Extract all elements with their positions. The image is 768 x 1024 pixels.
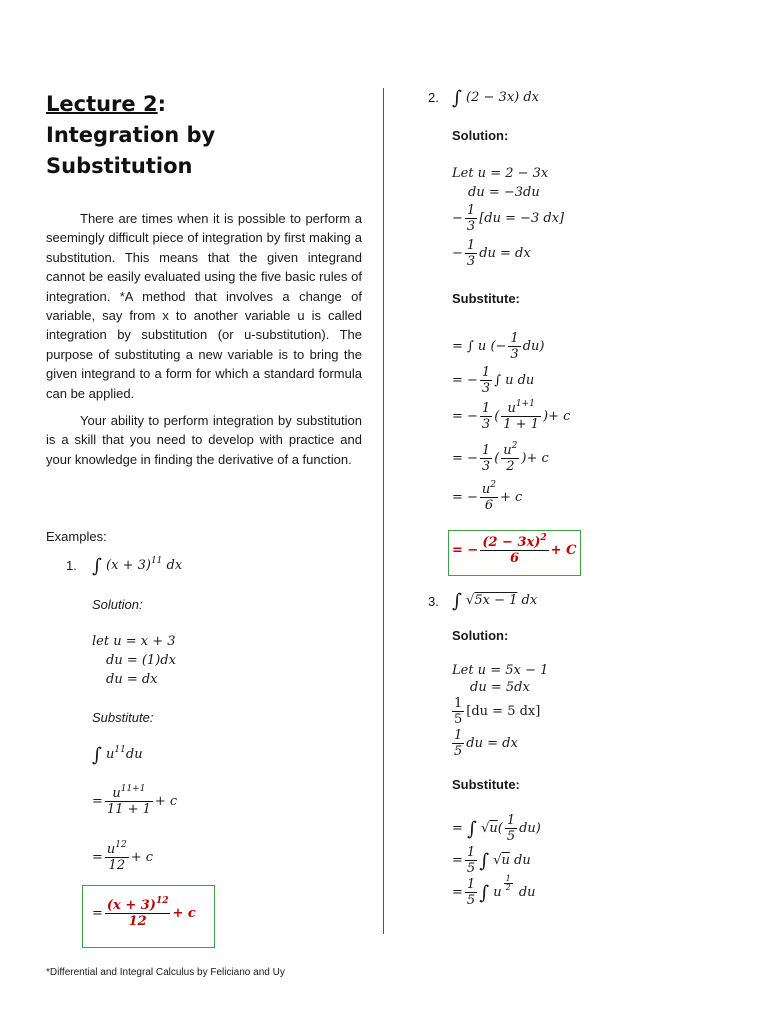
example-3-line-3: = $\frac{1}{5}$ ∫ u $\frac{1}{2}$ du <box>452 874 536 908</box>
column-divider <box>383 88 384 934</box>
example-3-number: 3. <box>428 594 439 609</box>
example-2-line-1: = ∫ u (− $\frac{1}{3}$ du) <box>452 331 545 362</box>
intro-paragraph-2: Your ability to perform integration by substitution is a skill that you need to develop with practice and your knowledge in finding the derivative of a function. <box>46 413 362 467</box>
examples-heading: Examples: <box>46 529 107 544</box>
example-2-line-4: = − $\frac{1}{3}$ ( $\frac{u^2}{2}$ )+ c <box>452 441 549 474</box>
example-3-du: du = 5dx <box>470 680 530 695</box>
example-2-line-2: = − $\frac{1}{3}$ ∫ u du <box>452 365 535 396</box>
example-1-step-3: = $\frac{u^{12}}{12}$ + c <box>92 840 154 873</box>
lecture-number: Lecture 2 <box>46 92 158 116</box>
example-1-answer: = $\frac{(x + 3)^{12}}{12}$ + c <box>92 896 196 929</box>
example-1-integral: ∫ $(x + 3)^{11}$ dx <box>92 555 183 577</box>
example-1-number: 1. <box>66 558 77 573</box>
example-2-solution-label: Solution: <box>452 128 509 143</box>
footnote: *Differential and Integral Calculus by Feliciano and Uy <box>46 967 285 978</box>
example-2-let: Let u = 2 − 3x <box>452 166 549 181</box>
example-1-solution-label: Solution: <box>92 597 143 612</box>
title-line-2: Integration by <box>46 123 216 147</box>
example-2-answer: = − $\frac{(2 - 3x)^2}{6}$ + C <box>452 533 577 566</box>
example-2-line-3: = − $\frac{1}{3}$ ( $\frac{u^{1+1}}{1 + 1}$ )+ c <box>452 399 571 432</box>
example-3-let: Let u = 5x − 1 <box>452 663 549 678</box>
example-2-dx: − $\frac{1}{3}$ du = dx <box>452 238 531 269</box>
title-line-3: Substitution <box>46 154 193 178</box>
example-1-du-2: du = dx <box>106 672 158 687</box>
example-2-line-5: = − $\frac{u^2}{6}$ + c <box>452 480 523 513</box>
example-1-let: let u = x + 3 <box>92 634 176 649</box>
example-3-substitute-label: Substitute: <box>452 777 520 792</box>
example-3-line-1: = ∫ √u( $\frac{1}{5}$ du) <box>452 813 541 844</box>
example-1-step-1: ∫ $u^{11}du$ <box>92 744 143 766</box>
example-3-dx: $\frac{1}{5}$ du = dx <box>454 728 518 759</box>
example-3-integral: ∫ √5x − 1 dx <box>452 590 538 612</box>
example-1-substitute-label: Substitute: <box>92 710 154 725</box>
example-2-multiply: − $\frac{1}{3}$ [du = −3 dx] <box>452 203 565 234</box>
lecture-title: Lecture 2: <box>46 92 166 116</box>
intro-paragraph-1: There are times when it is possible to perform a seemingly difficult piece of integration by first making a substitution. This means that the given integrand cannot be easily evaluated using the five basic rules of integration. *A method that involves a change of variable, say from x to another variable u is called integration by substitution (or u-substitution). The purpose of substituting a new variable is to bring the given integrand to a form for which a standard formula can be applied. <box>46 211 362 401</box>
example-3-line-2: = $\frac{1}{5}$ ∫ √u du <box>452 845 531 876</box>
example-2-du: du = −3du <box>468 185 540 200</box>
example-3-multiply: $\frac{1}{5}$ [du = 5 dx] <box>454 696 541 727</box>
example-2-substitute-label: Substitute: <box>452 291 520 306</box>
example-1-step-2: = $\frac{u^{11+1}}{11 + 1}$ + c <box>92 784 178 817</box>
example-1-du-1: du = (1)dx <box>106 653 176 668</box>
example-3-solution-label: Solution: <box>452 628 509 643</box>
example-2-integral: ∫ (2 − 3x) dx <box>452 87 540 109</box>
example-2-number: 2. <box>428 90 439 105</box>
